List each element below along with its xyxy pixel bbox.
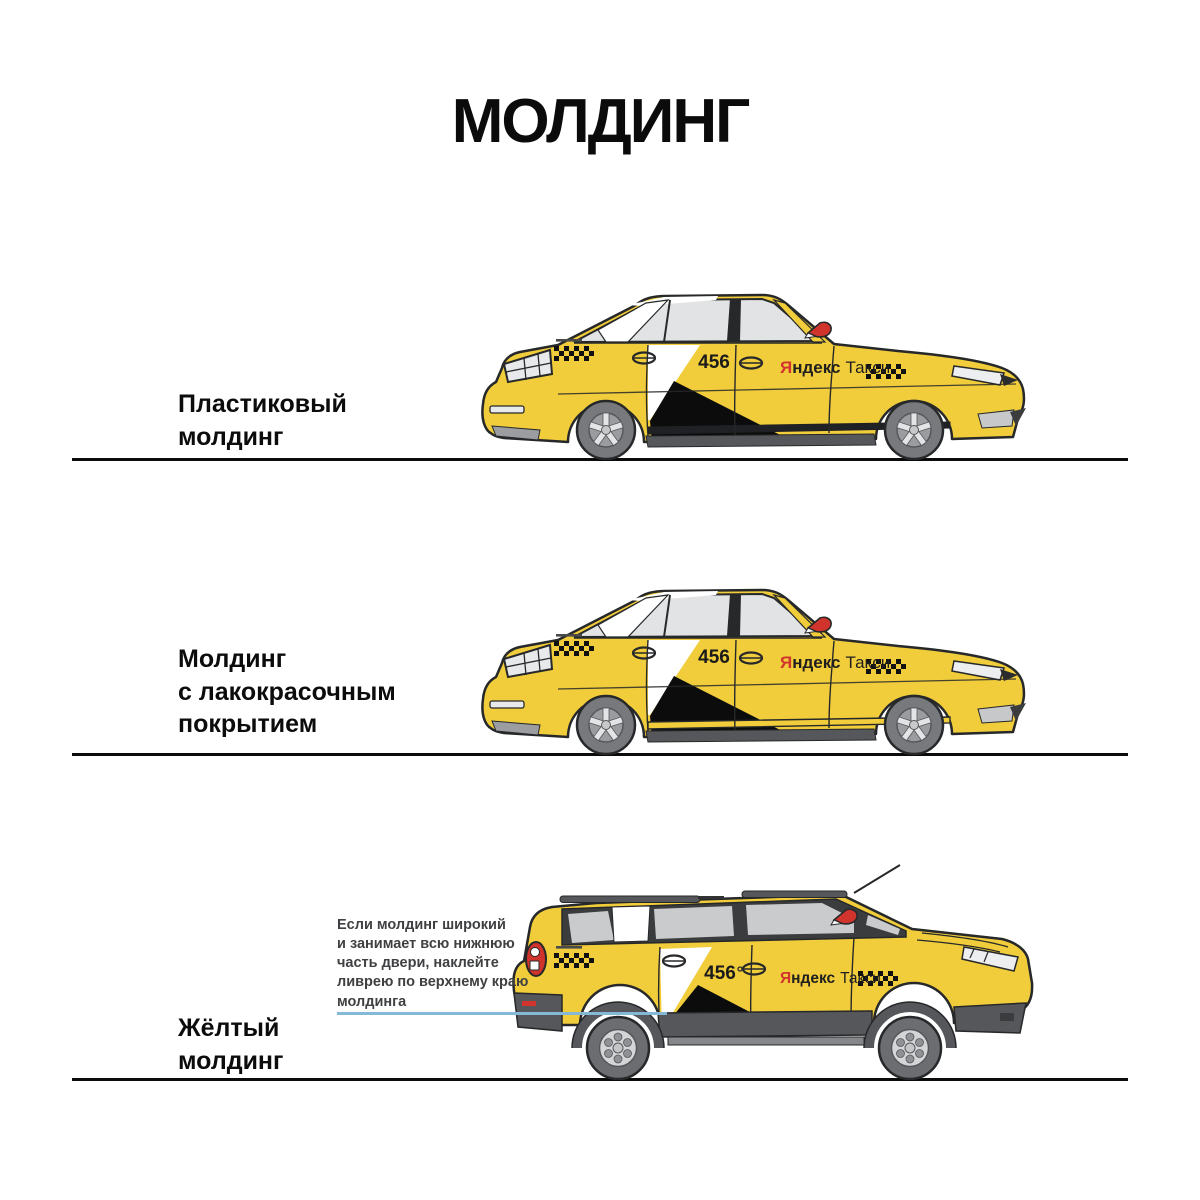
quarter-glass (568, 911, 614, 943)
taxi-sedan-plastic-molding (478, 288, 1030, 460)
roof-model-text-placeholder (698, 896, 724, 899)
label-line: покрытием (178, 710, 318, 738)
label-yellow-molding (178, 1012, 283, 1077)
front-wheel (879, 1017, 941, 1079)
label-line: молдинг (178, 1046, 284, 1075)
car-number: 456 (698, 647, 730, 668)
note-line: Если молдинг широкий (337, 917, 506, 933)
brand-text: Яндекс Такси (780, 358, 891, 377)
front-wheel (885, 696, 943, 754)
label-line: молдинг (178, 422, 284, 451)
running-board (668, 1037, 864, 1045)
brand-text: Яндекс Такси (780, 653, 891, 672)
page-title: МОЛДИНГ (451, 87, 749, 156)
rear-reflector (490, 701, 524, 708)
rear-door-glass (654, 906, 734, 939)
note-line: часть двери, наклейте (337, 955, 499, 972)
label-painted-molding (178, 643, 396, 741)
label-line: Жёлтый (178, 1014, 280, 1042)
front-tow-cover (1000, 1013, 1014, 1021)
antenna (854, 865, 900, 893)
label-line: с лакокрасочным (178, 677, 396, 706)
roof-rail-rear (560, 896, 700, 903)
rocker-sill (646, 729, 876, 742)
molding-top-leader-line (337, 1012, 667, 1015)
brand-text: Яндекс Такси (780, 970, 881, 987)
rear-reflector (490, 406, 524, 413)
molding-note (337, 916, 557, 1012)
label-plastic-molding (178, 388, 347, 453)
rear-wheel (587, 1017, 649, 1079)
note-line: ливрею по верхнему краю (337, 974, 529, 991)
white-c-pillar (612, 906, 650, 942)
rear-wheel (577, 401, 635, 459)
rear-wheel (577, 696, 635, 754)
note-line: и занимает всю нижнюю (337, 936, 515, 953)
roof-rail-front (742, 891, 847, 898)
front-wheel (885, 401, 943, 459)
taxi-suv-wide-molding (502, 863, 1042, 1080)
label-line: Молдинг (178, 645, 287, 673)
car-number: 456 (704, 963, 736, 984)
label-line: Пластиковый (178, 390, 347, 418)
rocker-sill (646, 434, 876, 447)
taxi-sedan-painted-molding (478, 583, 1030, 755)
car-number: 456 (698, 352, 730, 373)
note-line: молдинга (337, 993, 407, 1010)
